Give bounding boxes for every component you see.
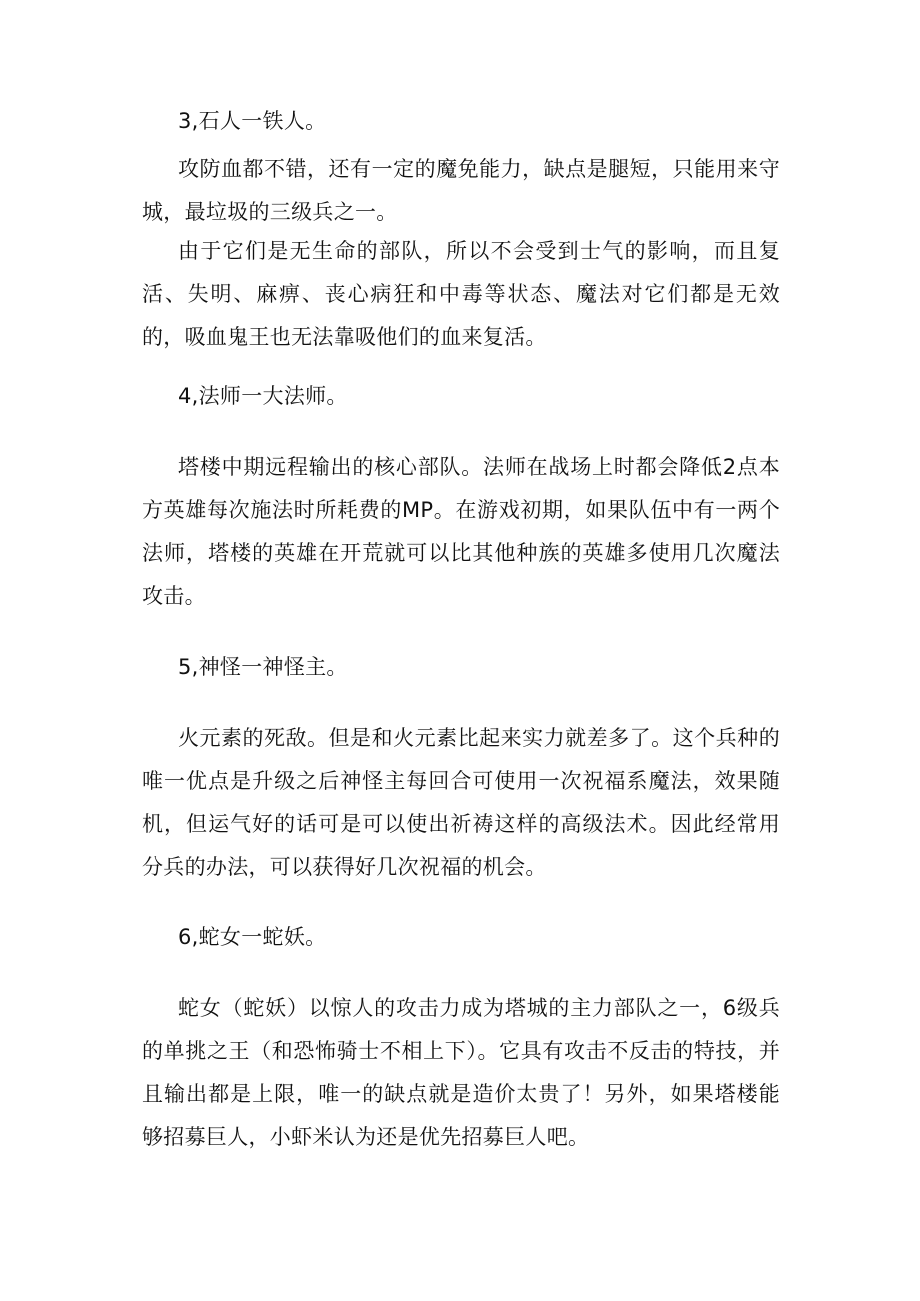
section-heading-4: 4,法师一大法师。 bbox=[178, 384, 348, 408]
section-3-paragraph-2: 由于它们是无生命的部队，所以不会受到士气的影响，而且复活、失明、麻痹、丧心病狂和中毒等状态、魔法对它们都是无效的，吸血鬼王也无法靠吸他们的血来复活。 bbox=[142, 239, 780, 349]
section-heading-3: 3,石人一铁人。 bbox=[178, 109, 327, 133]
section-5-paragraph-1: 火元素的死敌。但是和火元素比起来实力就差多了。这个兵种的唯一优点是升级之后神怪主每回合可使用一次祝福系魔法，效果随机，但运气好的话可是可以使出祈祷这样的高级法术。因此经常用分兵的办法，可以获得好几次祝福的机会。 bbox=[142, 726, 780, 879]
section-4-paragraph-1: 塔楼中期远程输出的核心部队。法师在战场上时都会降低2点本方英雄每次施法时所耗费的MP。在游戏初期，如果队伍中有一两个法师，塔楼的英雄在开荒就可以比其他种族的英雄多使用几次魔法攻击。 bbox=[142, 455, 780, 608]
section-heading-6: 6,蛇女一蛇妖。 bbox=[178, 925, 327, 949]
section-3-paragraph-1: 攻防血都不错，还有一定的魔免能力，缺点是腿短，只能用来守城，最垃圾的三级兵之一。 bbox=[142, 157, 780, 224]
section-heading-5: 5,神怪一神怪主。 bbox=[178, 655, 348, 679]
section-6-paragraph-1: 蛇女（蛇妖）以惊人的攻击力成为塔城的主力部队之一，6级兵的单挑之王（和恐怖骑士不相上下）。它具有攻击不反击的特技，并且输出都是上限，唯一的缺点就是造价太贵了！另外，如果塔楼能够招募巨人，小虾米认为还是优先招募巨人吧。 bbox=[142, 996, 780, 1149]
